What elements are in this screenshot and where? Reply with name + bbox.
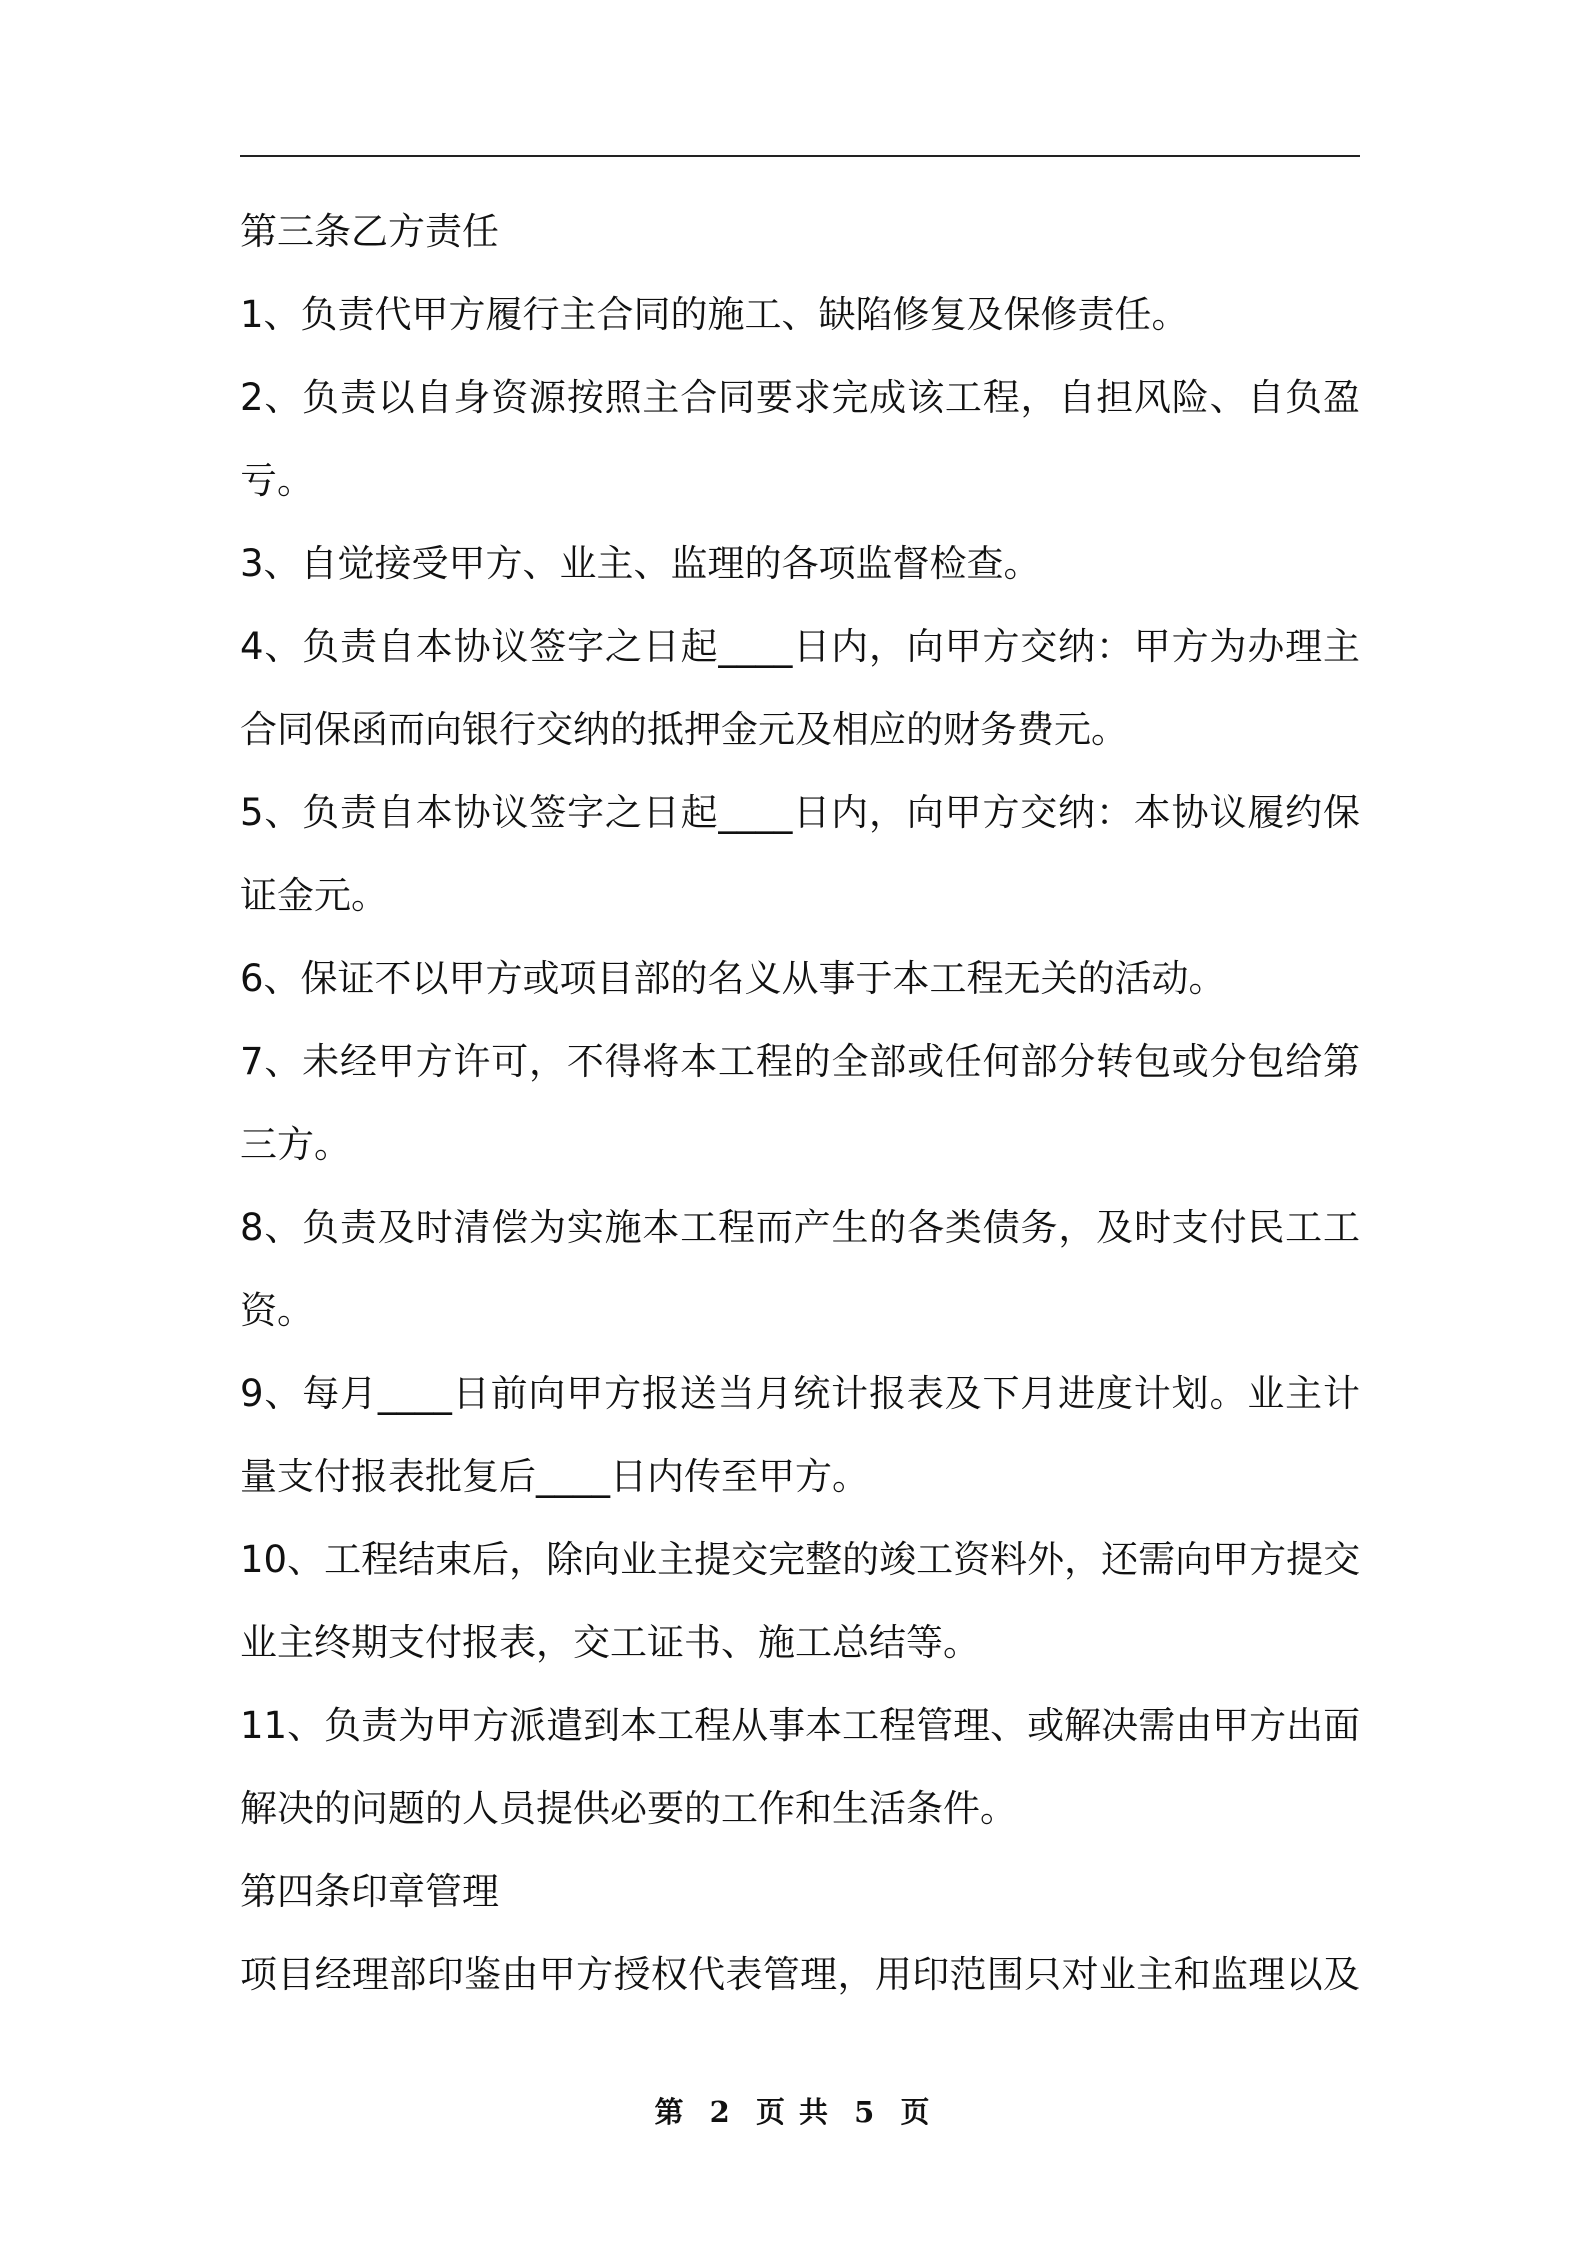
paragraph-line: 10、工程结束后，除向业主提交完整的竣工资料外，还需向甲方提交 [240, 1538, 1360, 1581]
paragraph-line: 2、负责以自身资源按照主合同要求完成该工程，自担风险、自负盈 [240, 376, 1360, 419]
section-heading: 第四条印章管理 [240, 1870, 499, 1913]
paragraph-line: 证金元。 [240, 874, 388, 917]
document-body [240, 190, 1360, 2016]
paragraph-line: 合同保函而向银行交纳的抵押金元及相应的财务费元。 [240, 708, 1128, 751]
paragraph-line: 三方。 [240, 1123, 351, 1166]
current-page-number: 2 [709, 2095, 732, 2129]
paragraph-line: 5、负责自本协议签字之日起____日内，向甲方交纳：本协议履约保 [240, 791, 1360, 834]
paragraph-line: 量支付报表批复后____日内传至甲方。 [240, 1455, 869, 1498]
total-page-number: 5 [854, 2095, 877, 2129]
paragraph-line: 项目经理部印鉴由甲方授权代表管理，用印范围只对业主和监理以及 [240, 1953, 1360, 1996]
footer-prefix: 第 [654, 2095, 686, 2129]
paragraph-line: 4、负责自本协议签字之日起____日内，向甲方交纳：甲方为办理主 [240, 625, 1360, 668]
paragraph-line: 11、负责为甲方派遣到本工程从事本工程管理、或解决需由甲方出面 [240, 1704, 1360, 1747]
header-rule [240, 155, 1360, 157]
paragraph-line: 解决的问题的人员提供必要的工作和生活条件。 [240, 1787, 1017, 1830]
paragraph-line: 9、每月____日前向甲方报送当月统计报表及下月进度计划。业主计 [240, 1372, 1360, 1415]
footer-middle: 页 共 [755, 2095, 831, 2129]
footer-suffix: 页 [900, 2095, 932, 2129]
paragraph-line: 1、负责代甲方履行主合同的施工、缺陷修复及保修责任。 [240, 293, 1189, 336]
paragraph-line: 6、保证不以甲方或项目部的名义从事于本工程无关的活动。 [240, 957, 1226, 1000]
paragraph-line: 3、自觉接受甲方、业主、监理的各项监督检查。 [240, 542, 1041, 585]
section-heading: 第三条乙方责任 [240, 210, 499, 253]
page-footer [0, 2090, 1586, 2131]
paragraph-line: 亏。 [240, 459, 314, 502]
paragraph-line: 8、负责及时清偿为实施本工程而产生的各类债务，及时支付民工工 [240, 1206, 1360, 1249]
paragraph-line: 业主终期支付报表，交工证书、施工总结等。 [240, 1621, 980, 1664]
paragraph-line: 资。 [240, 1289, 314, 1332]
paragraph-line: 7、未经甲方许可，不得将本工程的全部或任何部分转包或分包给第 [240, 1040, 1360, 1083]
